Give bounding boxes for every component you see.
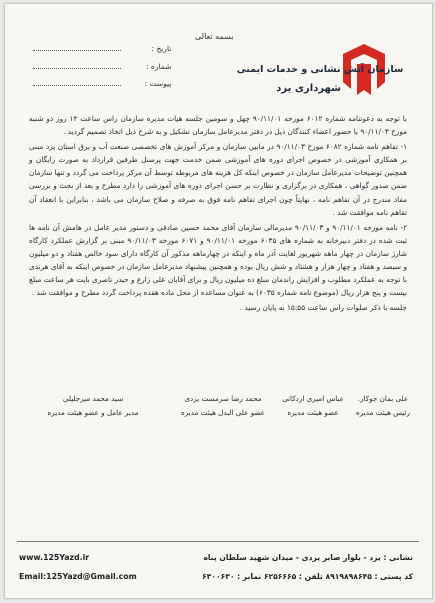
footer-website-link[interactable]: www.125Yazd.ir (19, 553, 90, 562)
signature-block (173, 392, 273, 420)
date-label: تاریخ : (151, 44, 172, 53)
signatory-name: سید محمد میرجلیلی (62, 394, 124, 403)
closing-line: جلسه با ذکر صلوات راس ساعت ۱۵:۵۵ به پایان رسید . (239, 303, 407, 313)
footer-divider (17, 541, 419, 542)
date-field (33, 44, 183, 53)
signature-block (343, 392, 423, 420)
signatory-title: عضو هیئت مدیره (287, 408, 339, 417)
attachment-field (33, 79, 183, 88)
signature-block (273, 392, 353, 420)
intro-paragraph: با توجه به دعوتنامه شماره ۶۰۱۲ مورخه ۹۰/۱۱/۰۱ چهل و سومین جلسه هیات مدیره سازمان راس ساعت ۱۴ روز دو شنبه مورخ ۹۰/۱۱/۰۳ با حضور اعضاء کنندگان ذیل در دفتر مدیرعامل سازمان تشکیل و به شرح ذیل اتخاذ تصمیم گردید . (29, 114, 408, 137)
signatory-title: عضو علی البدل هیئت مدیره (181, 408, 265, 417)
signatory-title: رئیس هیئت مدیره (356, 408, 410, 417)
signatory-name: علی بمان جوکار. (357, 394, 409, 403)
letter-body (29, 112, 407, 316)
signatory-title: مدیر عامل و عضو هیئت مدیره (47, 408, 139, 417)
number-label: شماره : (146, 62, 172, 71)
number-field (33, 62, 183, 71)
footer-email-link[interactable]: Email:125Yazd@Gmail.com (19, 572, 137, 581)
city-name: شهرداری یزد (276, 83, 341, 94)
date-blank (33, 44, 121, 51)
signatory-name: محمد رضا سرمست یزدی (184, 394, 262, 403)
item-one-paragraph: ۱- تفاهم نامه شماره ۶۰۸۲ مورخ ۹۰/۱۱/۰۳ در مابین سازمان و مرکز آموزش های تخصصی صنعت آب و برق استان یزد مبنی بر همکاری آموزشی در خصوص اجرای دوره های آموزشی ضمن خدمت جهت پرسنل طرفین قرارداد به صورت رایگان و همچنین توضیحات مدیرعامل سازمان در خصوص اینکه کل هزینه های مربوطه توسط آن مرکز پرداخت می گردد و تنها سازمان ضمن صدور گواهی ، همکاری در برگزاری و نظارت بر حسن اجرای دوره های آموزشی را دارد مطرح و بعد از بحث و بررسی مفاد مندرج در آن تفاهم نامه ، نهایتاً چون اجرای تفاهم نامه فوق به صرفه و صلاح سازمان می باشد ، بنابراین با انعقاد آن تفاهم نامه موافقت شد . (29, 142, 407, 217)
signature-block (33, 392, 153, 420)
attachment-label: پیوست : (144, 79, 172, 88)
bismillah-heading: بسمه تعالی (195, 32, 234, 41)
number-blank (33, 62, 121, 69)
letter-page (4, 3, 433, 599)
footer-address: نشانی : یزد - بلوار صابر یزدی - میدان شهید سلطان پناه (203, 553, 413, 562)
signatory-name: عباس امیری اردکانی (282, 394, 344, 403)
item-two-paragraph: ۲- نامه مورخه ۹۰/۱۱/۰۱ و ۹۰/۱۱/۰۳ مدیرمالی سازمان آقای محمد حسین صادقی و دستور مدیر عامل در هامش آن نامه ها ثبت شده در دفتر دبیرخانه به شماره های ۶۰۳۵ مورخه ۹۰/۱۱/۰۱ و ۶۰۷۱ مورخه ۹۰/۱۱/۰۳ مبنی بر گزارش عملکرد کارگاه شارژ سازمان در چهار ماهه شهریور لغایت آذر ماه و اینکه در چهارماهه مذکور آن کارگاه دارای سود خالص هفتاد و دو میلیون و سیصد و هفتاد و چهار هزار و هشتاد و شش ریال بوده و همچنین پیشنهاد مدیرعامل سازمان در خصوص اینکه به آقای هرندی با توجه به عملکرد مطلوب و افزایش راندمان مبلغ ده میلیون ریال و برای آقایان علی زارع و حیدر ناصری بابت هر ساعت مبلغ بیست و پنج هزار ریال (موضوع نامه شماره ۶۰۳۵) به عنوان مساعده از محل ماده هفده پرداخت گردد مطرح و موافقت شد . (29, 222, 408, 298)
organization-name: سازمان آتش نشانی و خدمات ایمنی (236, 64, 404, 75)
footer-contact: کد پستی : ۸۹۱۹۸۹۸۶۴۵ تلفن : ۶۲۵۶۶۶۵ نمابر : ۶۳۰۰۶۳۰ (202, 572, 413, 581)
attachment-blank (33, 79, 121, 86)
